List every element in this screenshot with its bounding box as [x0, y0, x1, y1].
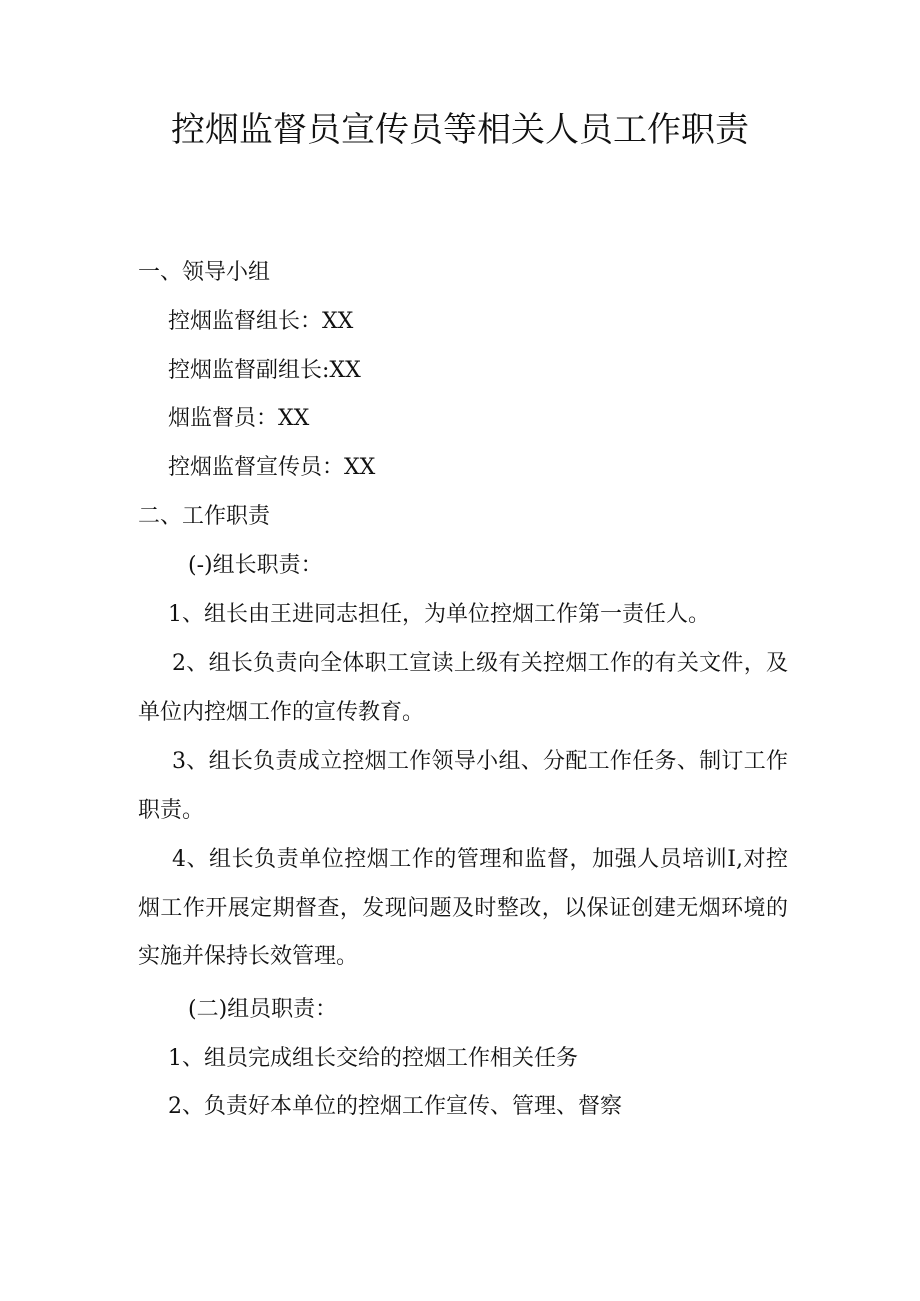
section-heading-leadership-group: 一、领导小组: [138, 260, 271, 285]
document-title: 控烟监督员宣传员等相关人员工作职责: [171, 110, 749, 150]
member-duty-item-2: 2、负责好本单位的控烟工作宣传、管理、督察: [168, 1094, 622, 1119]
leader-duty-item-1: 1、组长由王进同志担任，为单位控烟工作第一责任人。: [168, 602, 710, 627]
member-duty-item-1: 1、组员完成组长交给的控烟工作相关任务: [168, 1046, 578, 1071]
member-line-deputy-leader: 控烟监督副组长:XX: [168, 358, 361, 383]
member-line-supervisor: 烟监督员：XX: [168, 406, 310, 431]
section-heading-duties: 二、工作职责: [138, 504, 271, 529]
leader-duty-item-2: 2、组长负责向全体职工宣读上级有关控烟工作的有关文件，及单位内控烟工作的宣传教育。: [138, 651, 788, 725]
leader-duty-item-3: 3、组长负责成立控烟工作领导小组、分配工作任务、制订工作职责。: [138, 749, 788, 823]
subsection-heading-leader-duties: (-)组长职责：: [188, 553, 323, 578]
member-line-publicist: 控烟监督宣传员：XX: [168, 455, 376, 480]
subsection-heading-member-duties: (二)组员职责：: [188, 997, 338, 1022]
leader-duty-item-4: 4、组长负责单位控烟工作的管理和监督，加强人员培训I,对控烟工作开展定期督查，发现问题及时整改，以保证创建无烟环境的实施并保持长效管理。: [138, 847, 788, 969]
member-line-group-leader: 控烟监督组长：XX: [168, 309, 354, 334]
